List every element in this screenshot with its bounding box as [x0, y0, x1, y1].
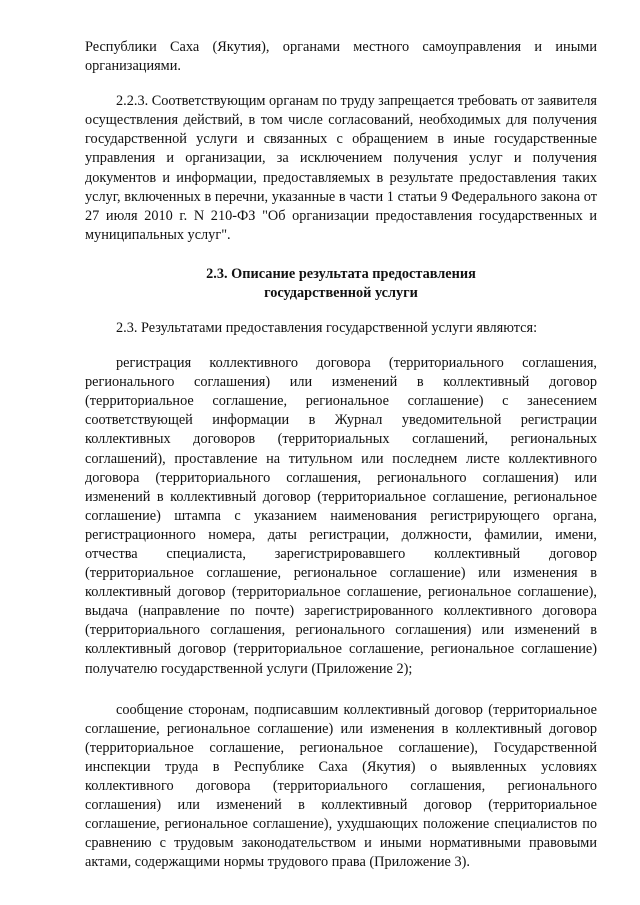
section-heading: [85, 265, 597, 303]
intro-paragraph: Республики Саха (Якутия), органами местного самоуправления и иными организациями.: [85, 39, 597, 75]
result-registration-paragraph: регистрация коллективного договора (территориального соглашения, регионального соглашения) или изменений в коллективный договор (территориальное соглашение, региональное соглашение) с занесением соответствующей информации в Журнал уведомительной регистрации коллективных договоров (территориальных соглашений, региональных соглашений), проставление на титульном или последнем листе коллективного договора (территориального соглашения, регионального соглашения) или изменений в коллективный договор (территориальное соглашение, региональное соглашение) штампа с указанием наименования регистрирующего органа, регистрационного номера, даты регистрации, должности, фамилии, имени, отчества специалиста, зарегистрировавшего коллективный договор (территориальное соглашение, региональное соглашение) или изменения в коллективный договор (территориальное соглашение, региональное соглашение), выдача (направление по почте) зарегистрированного коллективного договора (территориального соглашения, регионального соглашения) или изменений в коллективный договор (территориальное соглашение, региональное соглашение) получателю государственной услуги (Приложение 2);: [85, 355, 597, 677]
section-heading-line-2: государственной услуги: [264, 284, 418, 301]
document-page: [85, 38, 597, 872]
result-notification-paragraph: сообщение сторонам, подписавшим коллективный договор (территориальное соглашение, региональное соглашение) или изменения в коллективный договор (территориальное соглашение, региональное соглашение), Государственной инспекции труда в Республике Саха (Якутия) о выявленных условиях коллективного договора (территориального соглашения, регионального соглашения) или изменений в коллективный договор (территориальное соглашение, региональное соглашение), ухудшающих положение специалистов по сравнению с трудовым законодательством и иными нормативными правовыми актами, содержащими нормы трудового права (Приложение 3).: [85, 701, 597, 871]
paragraph-2-2-3: 2.2.3. Соответствующим органам по труду запрещается требовать от заявителя осуществления действий, в том числе согласований, необходимых для получения государственной услуги и связанных с обращением в иные государственные управления и организации, за исключением получения услуг и получения документов и информации, предоставляемых в результате предоставления таких услуг, включенных в перечни, указанные в части 1 статьи 9 Федерального закона от 27 июля 2010 г. N 210-ФЗ "Об организации предоставления государственных и муниципальных услуг".: [85, 93, 598, 243]
section-heading-line-1: 2.3. Описание результата предоставления: [206, 265, 476, 282]
paragraph-2-3: 2.3. Результатами предоставления государственной услуги являются:: [116, 319, 538, 336]
